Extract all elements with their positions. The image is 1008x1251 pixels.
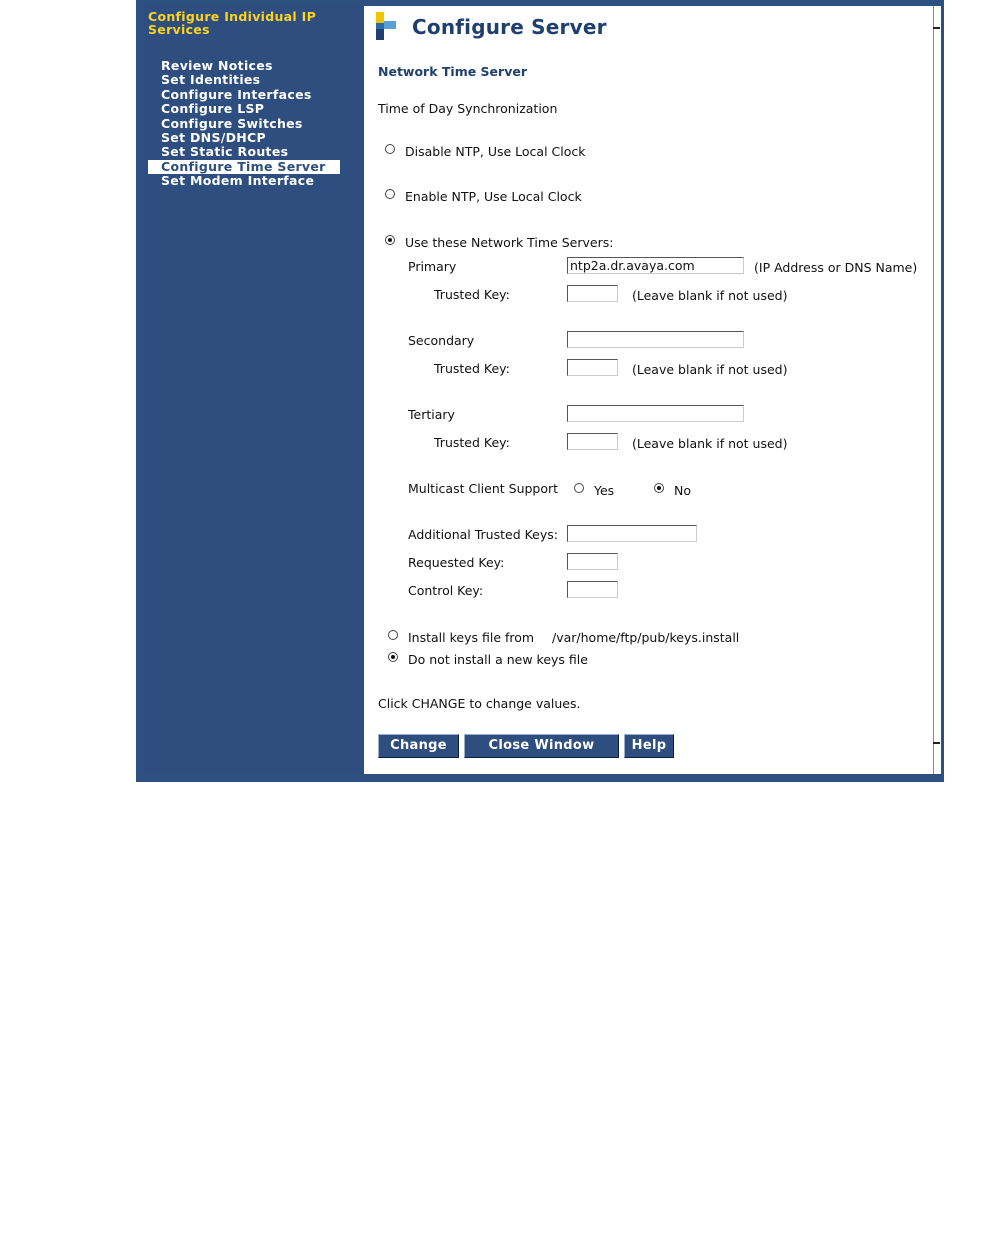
primary-trusted-key-input[interactable] — [567, 285, 618, 302]
enable-ntp-label: Enable NTP, Use Local Clock — [405, 189, 582, 204]
multicast-no-radio[interactable] — [654, 483, 664, 493]
disable-ntp-label: Disable NTP, Use Local Clock — [405, 144, 586, 159]
sidebar — [144, 6, 364, 774]
requested-key-input[interactable] — [567, 553, 618, 570]
scrollbar[interactable] — [933, 6, 941, 774]
instruction-text: Click CHANGE to change values. — [378, 696, 581, 711]
sync-label: Time of Day Synchronization — [378, 101, 558, 116]
change-button[interactable]: Change — [378, 734, 459, 758]
enable-ntp-radio[interactable] — [385, 189, 395, 199]
requested-key-label: Requested Key: — [408, 555, 505, 570]
close-window-button[interactable]: Close Window — [464, 734, 619, 758]
secondary-label: Secondary — [408, 333, 475, 348]
multicast-yes-label: Yes — [594, 483, 615, 498]
tertiary-trusted-key-label: Trusted Key: — [434, 435, 510, 450]
primary-label: Primary — [408, 259, 457, 274]
primary-trusted-key-hint: (Leave blank if not used) — [632, 288, 788, 303]
sidebar-item-set-modem-interface[interactable]: Set Modem Interface — [161, 173, 315, 189]
multicast-yes-radio[interactable] — [574, 483, 584, 493]
no-install-keys-label: Do not install a new keys file — [408, 652, 588, 667]
use-time-servers-label: Use these Network Time Servers: — [405, 235, 614, 250]
use-time-servers-radio[interactable] — [385, 235, 395, 245]
install-keys-path: /var/home/ftp/pub/keys.install — [552, 630, 740, 645]
install-keys-label: Install keys file from — [408, 630, 535, 645]
sidebar-item-set-static-routes[interactable]: Set Static Routes — [161, 144, 289, 160]
tertiary-label: Tertiary — [408, 407, 455, 422]
install-keys-radio[interactable] — [388, 630, 398, 640]
sidebar-title — [148, 10, 358, 36]
tertiary-trusted-key-input[interactable] — [567, 433, 618, 450]
sidebar-item-configure-time-server[interactable]: Configure Time Server — [148, 160, 340, 174]
primary-server-input[interactable]: ntp2a.dr.avaya.com — [567, 257, 744, 274]
sidebar-item-set-identities[interactable]: Set Identities — [161, 72, 261, 88]
primary-hint: (IP Address or DNS Name) — [754, 260, 918, 275]
disable-ntp-radio[interactable] — [385, 144, 395, 154]
scrollbar-top-arrow[interactable] — [933, 27, 940, 29]
sidebar-item-review-notices[interactable]: Review Notices — [161, 58, 273, 73]
sidebar-title-line2: Services — [148, 22, 210, 37]
section-title: Network Time Server — [378, 64, 527, 79]
additional-keys-input[interactable] — [567, 525, 697, 542]
secondary-trusted-key-hint: (Leave blank if not used) — [632, 362, 788, 377]
sidebar-item-configure-lsp[interactable]: Configure LSP — [161, 101, 265, 117]
secondary-trusted-key-input[interactable] — [567, 359, 618, 376]
additional-keys-label: Additional Trusted Keys: — [408, 527, 558, 542]
scrollbar-bottom-arrow[interactable] — [933, 742, 940, 744]
sidebar-item-configure-switches[interactable]: Configure Switches — [161, 115, 303, 131]
secondary-server-input[interactable] — [567, 331, 744, 348]
no-install-keys-radio[interactable] — [388, 652, 398, 662]
sidebar-menu — [148, 59, 340, 189]
control-key-input[interactable] — [567, 581, 618, 598]
tertiary-trusted-key-hint: (Leave blank if not used) — [632, 436, 788, 451]
tertiary-server-input[interactable] — [567, 405, 744, 422]
avaya-logo-icon — [376, 12, 396, 40]
primary-trusted-key-label: Trusted Key: — [434, 287, 510, 302]
sidebar-title-line1: Configure Individual IP — [148, 9, 317, 24]
multicast-no-label: No — [674, 483, 691, 498]
multicast-label: Multicast Client Support — [408, 481, 559, 496]
secondary-trusted-key-label: Trusted Key: — [434, 361, 510, 376]
page-title: Configure Server — [412, 15, 607, 39]
help-button[interactable]: Help — [624, 734, 674, 758]
control-key-label: Control Key: — [408, 583, 484, 598]
sidebar-item-configure-interfaces[interactable]: Configure Interfaces — [161, 86, 312, 102]
sidebar-item-set-dns-dhcp[interactable]: Set DNS/DHCP — [161, 130, 266, 146]
